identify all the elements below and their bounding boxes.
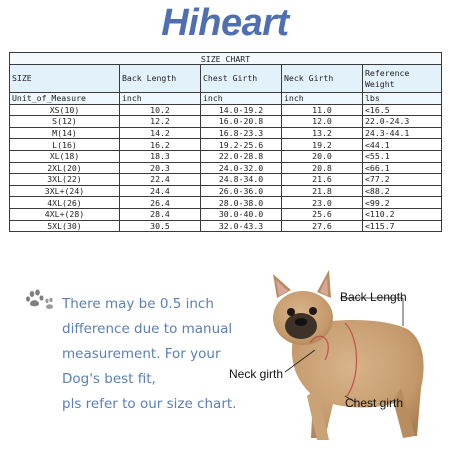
table-cell: 12.0 [282, 116, 363, 128]
size-chart-units-row [10, 93, 442, 105]
table-row [10, 116, 442, 128]
table-cell: <77.2 [363, 174, 442, 186]
table-cell: 22.4 [120, 174, 201, 186]
table-cell: 13.2 [282, 127, 363, 139]
unit-label: Unit_of_Measure [10, 93, 120, 105]
table-cell: 24.4 [120, 185, 201, 197]
table-cell: XL(18) [10, 150, 120, 162]
size-chart-title: SIZE CHART [10, 53, 442, 65]
table-cell: 12.2 [120, 116, 201, 128]
note-line: Dog's best fit, [62, 371, 156, 387]
note-line: measurement. For your [62, 346, 221, 362]
table-cell: 27.6 [282, 220, 363, 232]
table-cell: 24.8-34.0 [201, 174, 282, 186]
table-cell: 21.8 [282, 185, 363, 197]
table-row [10, 220, 442, 232]
table-cell: 28.4 [120, 208, 201, 220]
neck-girth-label: Neck girth [229, 367, 284, 381]
table-cell: 10.2 [120, 104, 201, 116]
header-chest-girth: Chest Girth [201, 65, 282, 93]
table-cell: 22.0-28.8 [201, 150, 282, 162]
size-chart-header-row [10, 65, 442, 93]
table-cell: 30.5 [120, 220, 201, 232]
table-cell: 3XL+(24) [10, 185, 120, 197]
table-cell: 20.0 [282, 150, 363, 162]
dog-illustration [225, 268, 450, 448]
table-cell: 5XL(30) [10, 220, 120, 232]
table-cell: <66.1 [363, 162, 442, 174]
table-cell: 16.0-20.8 [201, 116, 282, 128]
unit-weight: lbs [363, 93, 442, 105]
table-cell: 26.0-36.0 [201, 185, 282, 197]
table-row [10, 197, 442, 209]
table-cell: 20.8 [282, 162, 363, 174]
table-cell: L(16) [10, 139, 120, 151]
paw-print-icon [25, 289, 55, 311]
chest-girth-label: Chest girth [345, 396, 404, 410]
table-cell: <55.1 [363, 150, 442, 162]
table-row [10, 208, 442, 220]
table-cell: <99.2 [363, 197, 442, 209]
unit-neck-girth: inch [282, 93, 363, 105]
table-cell: 24.3-44.1 [363, 127, 442, 139]
measurement-note [62, 292, 237, 417]
table-row [10, 162, 442, 174]
table-cell: 3XL(22) [10, 174, 120, 186]
table-row [10, 185, 442, 197]
note-line: pls refer to our size chart. [62, 396, 237, 412]
table-row [10, 150, 442, 162]
table-cell: <115.7 [363, 220, 442, 232]
table-cell: 4XL(26) [10, 197, 120, 209]
header-neck-girth: Neck Girth [282, 65, 363, 93]
table-cell: S(12) [10, 116, 120, 128]
header-size: SIZE [10, 65, 120, 93]
table-cell: M(14) [10, 127, 120, 139]
table-cell: 32.0-43.3 [201, 220, 282, 232]
table-cell: 25.6 [282, 208, 363, 220]
table-cell: 26.4 [120, 197, 201, 209]
table-cell: XS(10) [10, 104, 120, 116]
table-row [10, 174, 442, 186]
table-cell: 14.2 [120, 127, 201, 139]
table-cell: 30.0-40.0 [201, 208, 282, 220]
table-cell: 28.0-38.0 [201, 197, 282, 209]
table-cell: 19.2-25.6 [201, 139, 282, 151]
header-back-length: Back Length [120, 65, 201, 93]
table-cell: 2XL(20) [10, 162, 120, 174]
table-cell: <44.1 [363, 139, 442, 151]
unit-back-length: inch [120, 93, 201, 105]
table-cell: 20.3 [120, 162, 201, 174]
table-cell: 18.3 [120, 150, 201, 162]
size-chart-table [9, 52, 442, 232]
table-row [10, 139, 442, 151]
back-length-label: Back Length [340, 290, 407, 304]
brand-logo: Hiheart [161, 2, 289, 44]
table-cell: <16.5 [363, 104, 442, 116]
unit-chest-girth: inch [201, 93, 282, 105]
header-reference-weight: Reference Weight [363, 65, 442, 93]
table-cell: 19.2 [282, 139, 363, 151]
table-row [10, 127, 442, 139]
note-line: difference due to manual [62, 321, 233, 337]
table-cell: 4XL+(28) [10, 208, 120, 220]
table-cell: <88.2 [363, 185, 442, 197]
table-cell: 23.0 [282, 197, 363, 209]
table-cell: 16.2 [120, 139, 201, 151]
size-chart-title-row [10, 53, 442, 65]
table-cell: 22.0-24.3 [363, 116, 442, 128]
table-row [10, 104, 442, 116]
note-line: There may be 0.5 inch [62, 296, 214, 312]
table-cell: 11.0 [282, 104, 363, 116]
table-cell: 14.0-19.2 [201, 104, 282, 116]
table-cell: 16.8-23.3 [201, 127, 282, 139]
table-cell: <110.2 [363, 208, 442, 220]
table-cell: 21.6 [282, 174, 363, 186]
table-cell: 24.0-32.0 [201, 162, 282, 174]
